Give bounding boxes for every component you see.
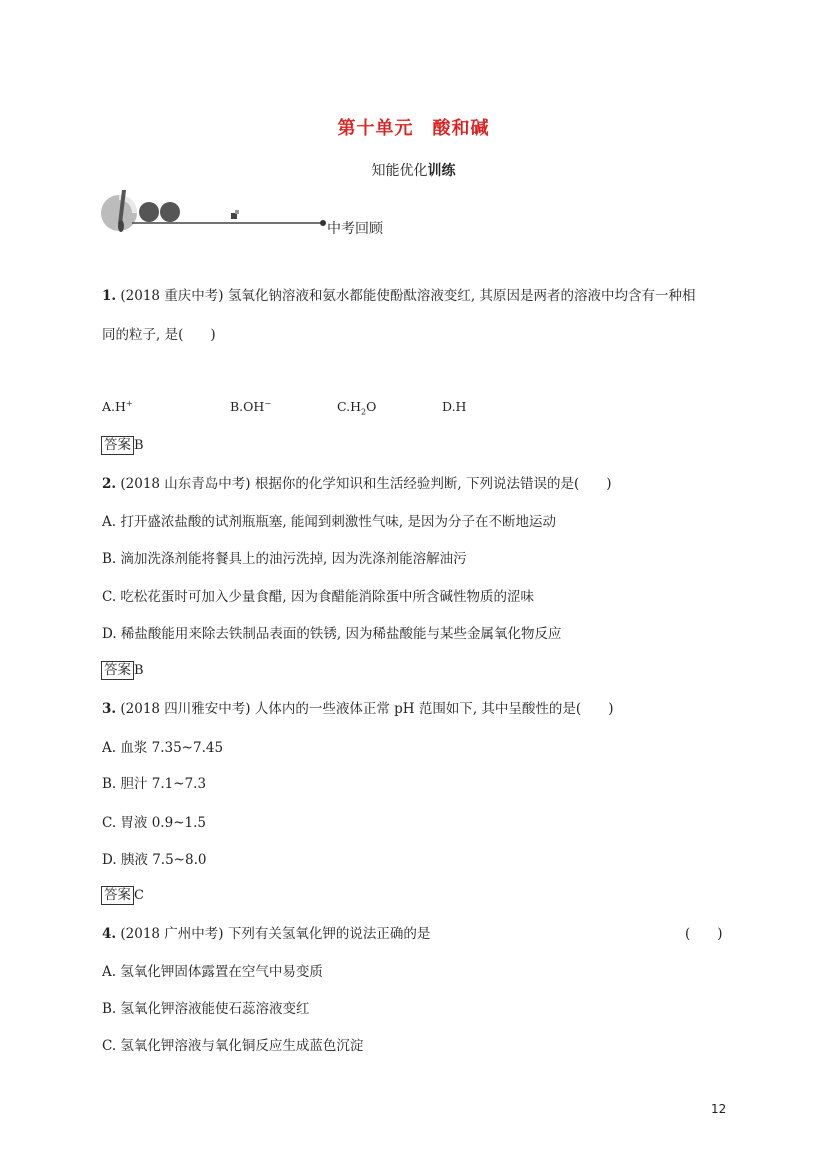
answer-parentheses: ( ): [685, 926, 723, 942]
section-label: 中考回顾: [327, 221, 383, 237]
dot-icon: [139, 202, 159, 222]
question-number: 3.: [102, 701, 117, 717]
question-3: [102, 697, 613, 717]
question-text: (2018 广州中考) 下列有关氢氧化钾的说法正确的是: [116, 926, 431, 942]
answer-label: 答案: [101, 661, 134, 680]
option-a: A. 血浆 7.35~7.45: [102, 740, 224, 756]
answer-row: [101, 659, 144, 680]
answer-label: 答案: [101, 886, 134, 905]
answer-row: [101, 434, 144, 455]
question-number: 4.: [102, 926, 117, 942]
option-c: C. 氢氧化钾溶液与氧化铜反应生成蓝色沉淀: [102, 1038, 364, 1054]
question-text: (2018 四川雅安中考) 人体内的一些液体正常 pH 范围如下, 其中呈酸性的是( ): [116, 701, 614, 717]
question-1-line-1: [102, 284, 695, 304]
option-a: A. 打开盛浓盐酸的试剂瓶瓶塞, 能闻到刺激性气味, 是因为分子在不断地运动: [102, 514, 556, 530]
brush-circle-icon: [101, 190, 137, 232]
answer-value: C: [134, 888, 144, 903]
answer-row: [101, 884, 144, 905]
answer-value: B: [134, 663, 144, 678]
page-subtitle: [0, 160, 827, 180]
page-number: 12: [711, 1102, 727, 1116]
option-b: B.OH−: [230, 399, 272, 415]
question-4: [102, 922, 430, 942]
question-text: (2018 山东青岛中考) 根据你的化学知识和生活经验判断, 下列说法错误的是( ): [116, 476, 612, 492]
option-d: D. 胰液 7.5~8.0: [102, 852, 207, 868]
square-icon: [235, 210, 239, 214]
question-text: (2018 重庆中考) 氢氧化钠溶液和氨水都能使酚酞溶液变红, 其原因是两者的溶液中均含有一种相: [116, 288, 696, 304]
option-a: A. 氢氧化钾固体露置在空气中易变质: [102, 964, 323, 980]
section-banner-graphic: [98, 186, 328, 238]
page-title: 第十单元 酸和碱: [337, 118, 490, 139]
option-d: D. 稀盐酸能用来除去铁制品表面的铁锈, 因为稀盐酸能与某些金属氧化物反应: [102, 626, 562, 642]
option-a: A.H+: [102, 399, 133, 415]
option-c: C. 吃松花蛋时可加入少量食醋, 因为食醋能消除蛋中所含碱性物质的涩味: [102, 589, 535, 605]
answer-value: B: [134, 438, 144, 453]
question-1-line-2: 同的粒子, 是( ): [102, 327, 216, 343]
subtitle-bold: 训练: [427, 163, 456, 179]
subtitle-plain: 知能优化: [371, 163, 428, 179]
banner-end-dot: [320, 220, 326, 226]
question-number: 2.: [102, 476, 117, 492]
option-d: D.H: [442, 399, 467, 414]
option-b: B. 氢氧化钾溶液能使石蕊溶液变红: [102, 1001, 310, 1017]
option-b: B. 胆汁 7.1~7.3: [102, 776, 207, 792]
option-c: $C.H_2O$: [337, 399, 377, 417]
option-c: C. 胃液 0.9~1.5: [102, 815, 206, 831]
answer-label: 答案: [101, 436, 134, 455]
dot-icon: [160, 202, 180, 222]
option-b: B. 滴加洗涤剂能将餐具上的油污洗掉, 因为洗涤剂能溶解油污: [102, 551, 467, 567]
question-number: 1.: [102, 288, 117, 304]
question-2: [102, 472, 611, 492]
